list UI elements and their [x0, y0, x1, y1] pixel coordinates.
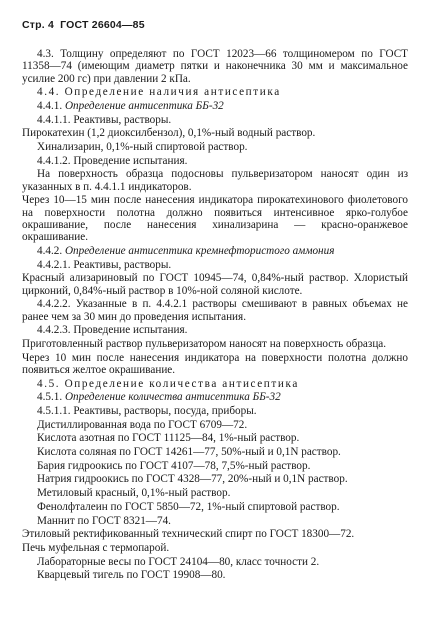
paragraph: 4.4.2.2. Указанные в п. 4.4.2.1 растворы смешивают в равных объемах не ранее чем за 30 мин до проведения испытания.	[22, 298, 408, 323]
paragraph: 4.4.2.1. Реактивы, растворы.	[37, 258, 172, 271]
page-header	[22, 19, 145, 31]
paragraph: Приготовленный раствор пульверизатором наносят на поверхность образца.	[22, 338, 387, 350]
paragraph: Красный ализариновый по ГОСТ 10945—74, 0,84%-ный раствор. Хлористый цирконий, 0,84%-ный раствор в 10%-ной соляной кислоте.	[22, 272, 408, 297]
paragraph: 4.5. Определение количества антисептика	[37, 377, 299, 390]
paragraph: 4.4.2.3. Проведение испытания.	[37, 324, 188, 337]
paragraph: 4.4.1.2. Проведение испытания.	[37, 154, 188, 167]
paragraph: Кислота азотная по ГОСТ 11125—84, 1%-ный раствор.	[37, 432, 300, 445]
paragraph: Кислота соляная по ГОСТ 14261—77, 50%-ный и 0,1N раствор.	[37, 446, 341, 459]
paragraph: Печь муфельная с термопарой.	[22, 541, 170, 554]
paragraph: Этиловый ректификованный технический спирт по ГОСТ 18300—72.	[22, 528, 355, 541]
paragraph: Метиловый красный, 0,1%-ный раствор.	[37, 487, 231, 500]
paragraph: Бария гидроокись по ГОСТ 4107—78, 7,5%-ный раствор.	[37, 459, 311, 472]
standard-number: ГОСТ 26604—85	[60, 19, 145, 31]
paragraph: Пирокатехин (1,2 диоксилбензол), 0,1%-ный водный раствор.	[22, 127, 316, 140]
paragraph: 4.5.1. Определение количества антисептика ББ-32	[37, 391, 281, 404]
page-label: Стр. 4	[22, 19, 55, 31]
paragraph: Маннит по ГОСТ 8321—74.	[37, 514, 171, 527]
paragraph: 4.4.1.1. Реактивы, растворы.	[37, 113, 172, 126]
paragraph: 4.4. Определение наличия антисептика	[37, 86, 281, 99]
paragraph: Через 10—15 мин после нанесения индикатора пирокатехинового фиолетового на поверхности полотна должно появиться интенсивное ярко-голубое окрашивание, после нанесения хинализарина — красно-оранжевое окрашивание.	[22, 194, 408, 244]
paragraph: На поверхность образца подосновы пульверизатором наносят один из указанных в п. 4.4.1.1 индикаторов.	[22, 168, 408, 193]
paragraph: 4.3. Толщину определяют по ГОСТ 12023—66 толщиномером по ГОСТ 11358—74 (имеющим диаметр пятки и наконечника 30 мм и максимальное усилие 200 гс) при давлении 2 кПа.	[22, 48, 408, 85]
paragraph: Через 10 мин после нанесения индикатора на поверхности полотна должно появиться желтое окрашивание.	[22, 351, 408, 376]
paragraph: Лабораторные весы по ГОСТ 24104—80, класс точности 2.	[37, 555, 320, 568]
paragraph: Хинализарин, 0,1%-ный спиртовой раствор.	[37, 141, 248, 154]
paragraph: Дистиллированная вода по ГОСТ 6709—72.	[37, 418, 248, 431]
document-body	[22, 48, 408, 583]
paragraph: Натрия гидроокись по ГОСТ 4328—77, 20%-ный и 0,1N раствор.	[37, 473, 348, 486]
paragraph: 4.5.1.1. Реактивы, растворы, посуда, приборы.	[37, 405, 257, 418]
paragraph: 4.4.1. Определение антисептика ББ-32	[37, 99, 224, 112]
paragraph: Кварцевый тигель по ГОСТ 19908—80.	[37, 569, 226, 582]
paragraph: Фенолфталеин по ГОСТ 5850—72, 1%-ный спиртовой раствор.	[37, 500, 340, 513]
paragraph: 4.4.2. Определение антисептика кремнефтористого аммония	[37, 244, 335, 257]
